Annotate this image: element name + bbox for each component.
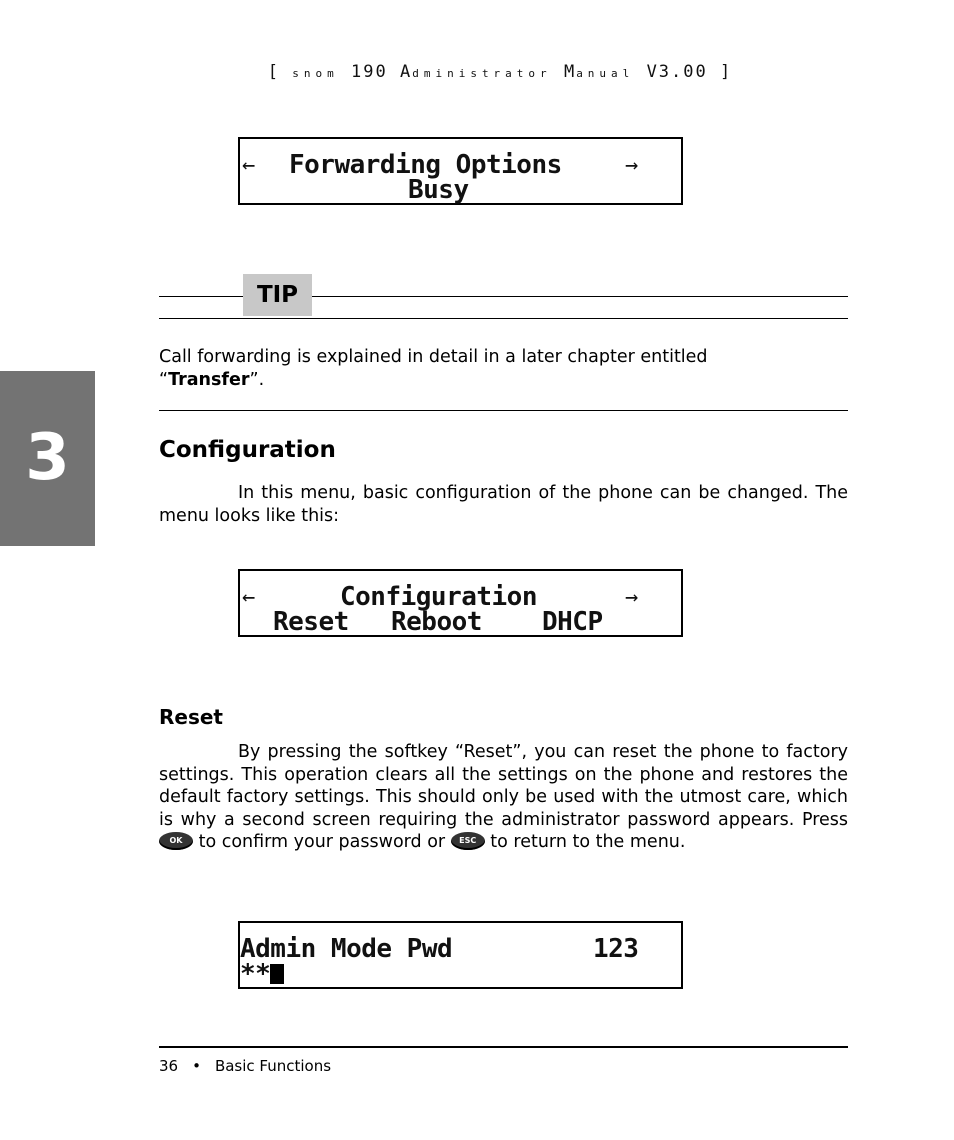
header-title-a: A — [399, 62, 413, 82]
lcd-forwarding-title: Forwarding Options — [289, 150, 562, 180]
lcd-admin-value: 123 — [593, 934, 639, 964]
header-brand: snom — [292, 67, 339, 80]
configuration-paragraph — [159, 482, 848, 527]
left-arrow-icon: ← — [242, 585, 255, 610]
page-number: 36 — [159, 1057, 179, 1075]
softkey-reboot: Reboot — [391, 607, 482, 637]
lcd-forwarding-line2: Busy — [408, 175, 469, 205]
lcd-admin-input-text: ** — [240, 959, 271, 989]
footer-rule — [159, 1046, 848, 1048]
chapter-tab: 3 — [0, 371, 95, 546]
tip-term: Transfer — [168, 369, 250, 390]
tip-text — [159, 346, 848, 391]
right-arrow-icon: → — [625, 585, 638, 610]
header-title-m: M — [563, 62, 577, 82]
lcd-forwarding-options — [238, 137, 683, 205]
reset-paragraph — [159, 741, 848, 854]
left-arrow-icon: ← — [242, 153, 255, 178]
reset-heading: Reset — [159, 705, 223, 729]
tip-label: TIP — [243, 274, 312, 316]
lcd-configuration — [238, 569, 683, 637]
running-header — [0, 62, 954, 82]
tip-bottom-rule — [159, 318, 848, 319]
lcd-admin-input — [240, 959, 284, 989]
configuration-heading: Configuration — [159, 437, 336, 463]
header-title-administrator: dministrator — [412, 67, 552, 80]
tip-open-quote: “ — [159, 369, 169, 390]
footer-bullet: • — [192, 1057, 201, 1075]
esc-key-icon: ESC — [451, 832, 485, 850]
text-cursor-icon — [270, 964, 284, 984]
header-title-manual: anual — [576, 67, 635, 80]
ok-key-icon: OK — [159, 832, 193, 850]
configuration-paragraph-text: In this menu, basic configuration of the phone can be changed. The menu looks like this: — [159, 483, 848, 526]
header-version: V3.00 — [646, 62, 708, 82]
softkey-dhcp: DHCP — [542, 607, 603, 637]
reset-paragraph-text-2: to confirm your password or — [198, 832, 446, 852]
lcd-configuration-title: Configuration — [340, 582, 537, 612]
tip-close-quote: ”. — [249, 369, 265, 390]
footer-section: Basic Functions — [214, 1057, 332, 1075]
lcd-admin-label: Admin Mode Pwd — [240, 934, 453, 964]
footer — [159, 1057, 331, 1075]
tip-text-main: Call forwarding is explained in detail in a later chapter entitled — [159, 347, 708, 367]
header-model: 190 — [350, 62, 388, 82]
tip-end-rule — [159, 410, 848, 411]
header-close-bracket: ] — [720, 62, 733, 82]
reset-paragraph-text-1: By pressing the softkey “Reset”, you can reset the phone to factory settings. This operation clears all the settings on the phone and restores the default factory settings. This should only be used with the utmost care, which is why a second screen requiring the administrator password appears. Press — [159, 742, 848, 830]
reset-paragraph-text-3: to return to the menu. — [490, 832, 686, 852]
right-arrow-icon: → — [625, 153, 638, 178]
lcd-admin-mode — [238, 921, 683, 989]
header-open-bracket: [ — [267, 62, 280, 82]
softkey-reset: Reset — [273, 607, 349, 637]
